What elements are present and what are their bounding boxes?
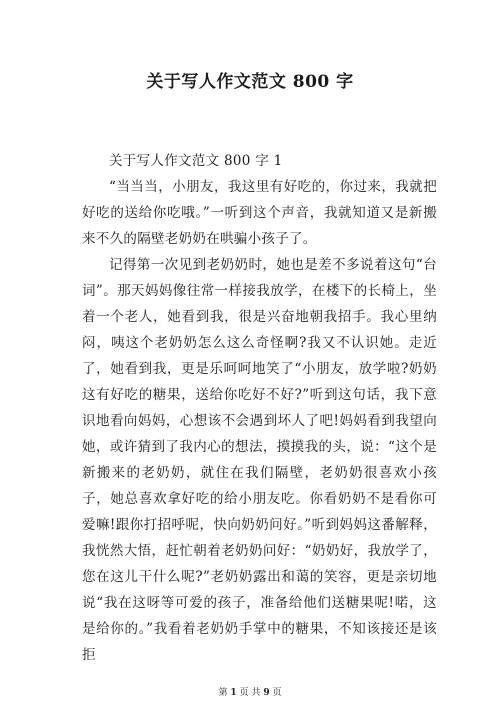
page-footer xyxy=(0,685,500,698)
footer-middle: 页 共 xyxy=(239,688,261,698)
document-body xyxy=(82,148,437,668)
paragraph-1: “当当当，小朋友，我这里有好吃的，你过来，我就把好吃的送给你吃哦。”一听到这个声音，我就知道又是新搬来不久的隔壁老奶奶在哄骗小孩子了。 xyxy=(82,179,437,247)
document-title: 关于写人作文范文 800 字 xyxy=(146,72,354,92)
footer-suffix: 页 xyxy=(272,688,282,698)
footer-prefix: 第 xyxy=(218,688,228,698)
footer-page-number: 1 xyxy=(230,688,237,698)
paragraph-2: 记得第一次见到老奶奶时，她也是差不多说着这句“台词”。那天妈妈像往常一样接我放学，在楼下的长椅上，坐着一个老人，她看到我，很是兴奋地朝我招手。我心里纳闷，咦这个老奶奶怎么这么奇怪啊?我又不认识她。走近了，她看到我，更是乐呵呵地笑了“小朋友，放学啦?奶奶这有好吃的糖果，送给你吃好不好?”听到这句话，我下意识地看向妈妈，心想该不会遇到坏人了吧!妈妈看到我望向她，或许猜到了我内心的想法，摸摸我的头，说：“这个是新搬来的老奶奶，就住在我们隔壁，老奶奶很喜欢小孩子，她总喜欢拿好吃的给小朋友吃。你看奶奶不是看你可爱嘛!跟你打招呼呢，快向奶奶问好。”听到妈妈这番解释，我恍然大悟，赶忙朝着老奶奶问好：“奶奶好，我放学了，您在这儿干什么呢?”老奶奶露出和蔼的笑容，更是亲切地说“我在这呀等可爱的孩子，准备给他们送糖果呢!喏，这是给你的。”我看着老奶奶手掌中的糖果，不知该接还是该拒 xyxy=(82,257,437,663)
footer-total-pages: 9 xyxy=(263,688,270,698)
section-heading: 关于写人作文范文 800 字 1 xyxy=(109,153,283,169)
